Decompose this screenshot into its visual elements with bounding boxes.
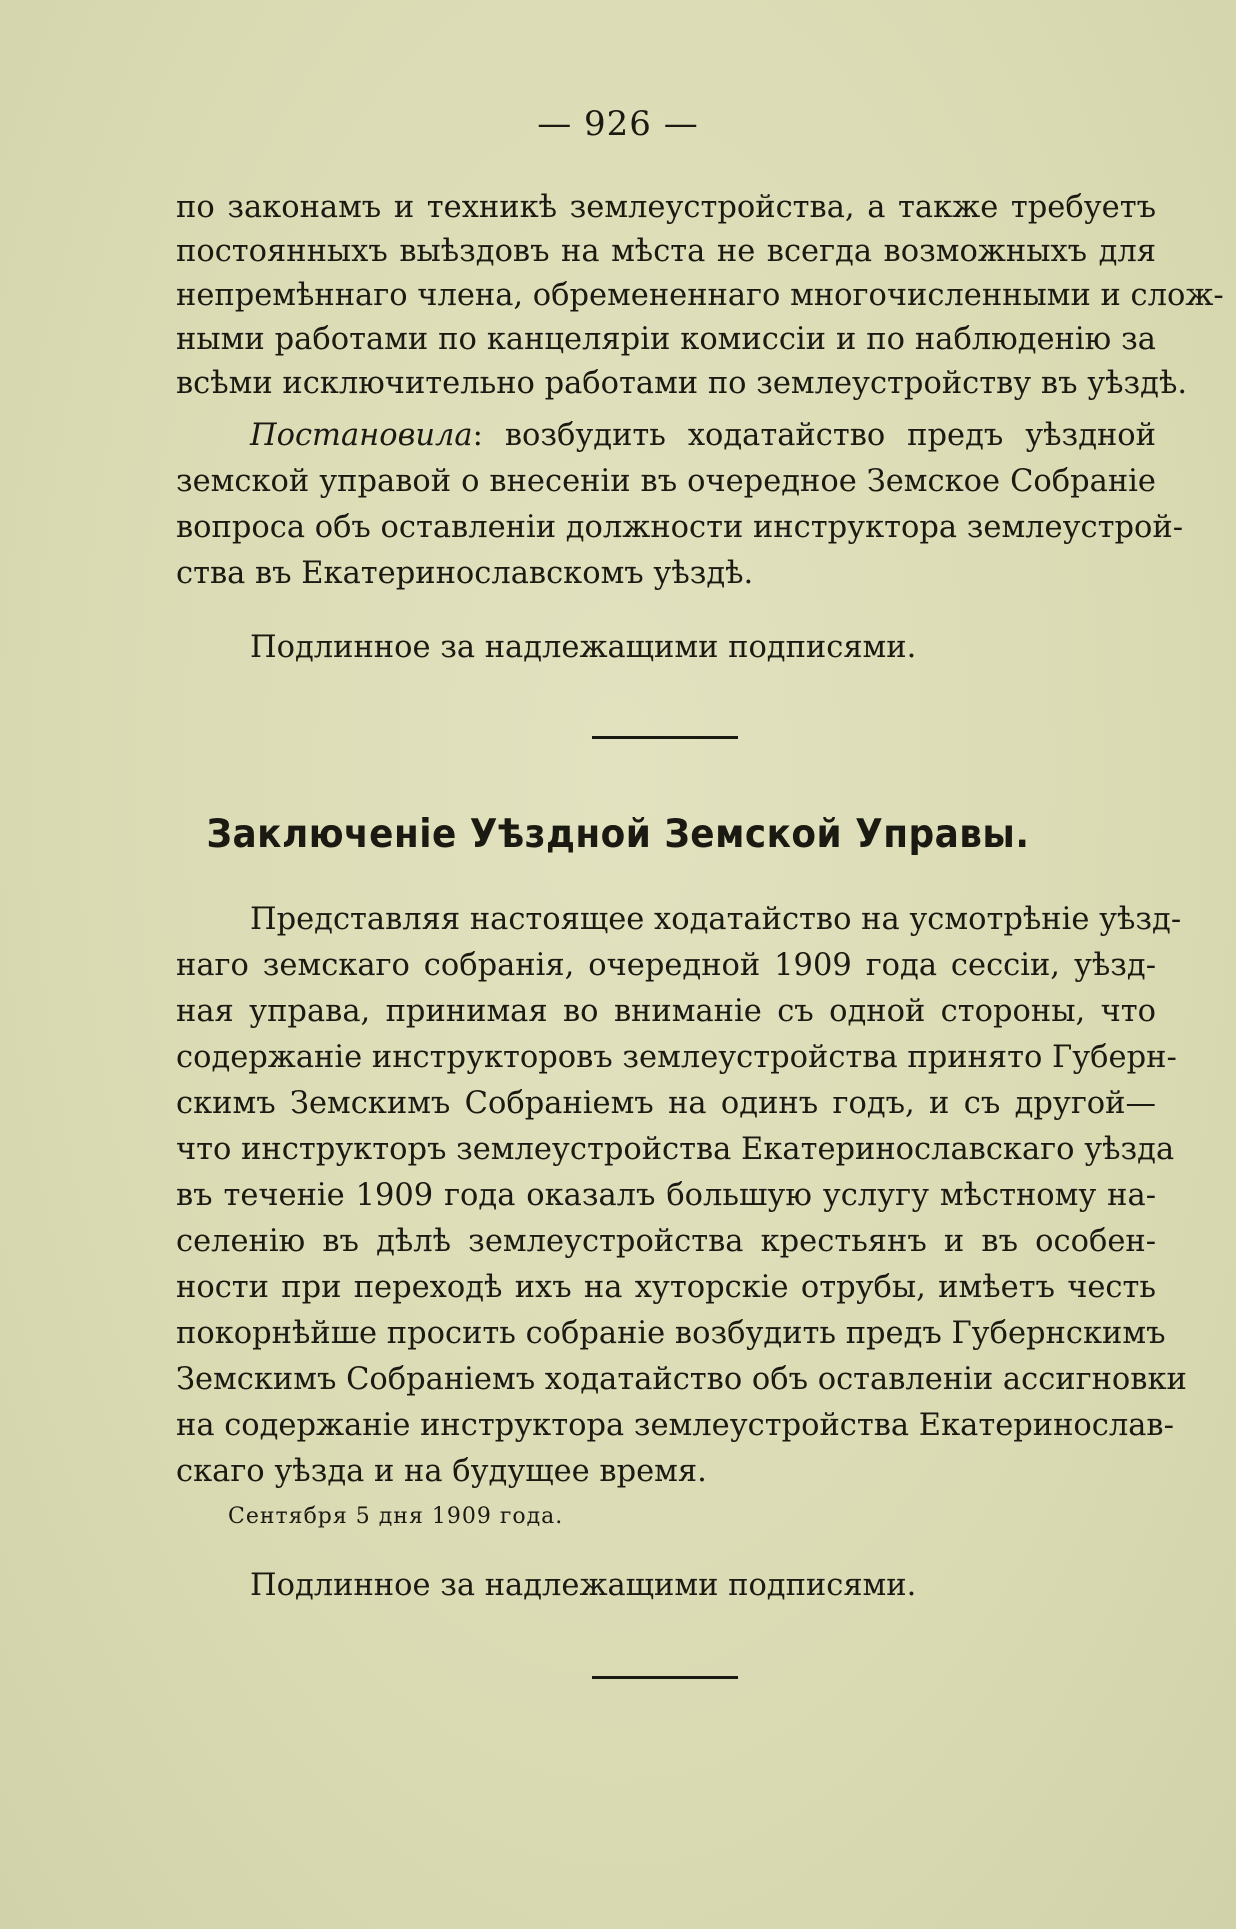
text-line: наго земскаго собранія, очередной 1909 года сессіи, уѣзд- <box>176 948 1156 983</box>
text-line: скаго уѣзда и на будущее время. <box>176 1454 707 1489</box>
text-line: содержаніе инструкторовъ землеустройства принято Губерн- <box>176 1040 1177 1075</box>
text-line: что инструкторъ землеустройства Екатеринославскаго уѣзда <box>176 1132 1175 1167</box>
signature-note: Подлинное за надлежащими подписями. <box>250 1568 917 1603</box>
text-line: по законамъ и техникѣ землеустройства, а также требуетъ <box>176 190 1156 225</box>
text-line: Представляя настоящее ходатайство на усмотрѣніе уѣзд- <box>250 902 1182 937</box>
text-line: ности при переходѣ ихъ на хуторскіе отрубы, имѣетъ честь <box>176 1270 1156 1305</box>
text-line: вопроса объ оставленіи должности инструктора землеустрой- <box>176 510 1184 545</box>
section-heading: Заключеніе Уѣздной Земской Управы. <box>206 812 1030 857</box>
divider <box>592 736 738 739</box>
text-line: покорнѣйше просить собраніе возбудить предъ Губернскимъ <box>176 1316 1166 1351</box>
text-line <box>250 416 1156 456</box>
page-number: — 926 — <box>537 104 699 144</box>
text-line: въ теченіе 1909 года оказалъ большую услугу мѣстному на- <box>176 1178 1156 1213</box>
text-line: Земскимъ Собраніемъ ходатайство объ оставленіи ассигновки <box>176 1362 1187 1397</box>
text-line: всѣми исключительно работами по землеустройству въ уѣздѣ. <box>176 366 1188 401</box>
text-line: непремѣннаго члена, обремененнаго многочисленными и слож- <box>176 278 1224 313</box>
text-line: земской управой о внесеніи въ очередное Земское Собраніе <box>176 464 1156 499</box>
resolution-text: : возбудить ходатайство предъ уѣздной <box>472 418 1156 453</box>
text-line: ными работами по канцеляріи комиссіи и по наблюденію за <box>176 322 1156 357</box>
signature-note: Подлинное за надлежащими подписями. <box>250 630 917 665</box>
date-line: Сентября 5 дня 1909 года. <box>228 1504 564 1529</box>
text-line: ства въ Екатеринославскомъ уѣздѣ. <box>176 556 754 591</box>
text-line: скимъ Земскимъ Собраніемъ на одинъ годъ, и съ другой— <box>176 1086 1156 1121</box>
text-line: селенію въ дѣлѣ землеустройства крестьянъ и въ особен- <box>176 1224 1156 1259</box>
text-line: на содержаніе инструктора землеустройства Екатеринослав- <box>176 1408 1174 1443</box>
text-line: ная управа, принимая во вниманіе съ одной стороны, что <box>176 994 1156 1029</box>
text-line: постоянныхъ выѣздовъ на мѣста не всегда возможныхъ для <box>176 234 1156 269</box>
divider <box>592 1676 738 1679</box>
resolution-label: Постановила <box>250 418 473 453</box>
